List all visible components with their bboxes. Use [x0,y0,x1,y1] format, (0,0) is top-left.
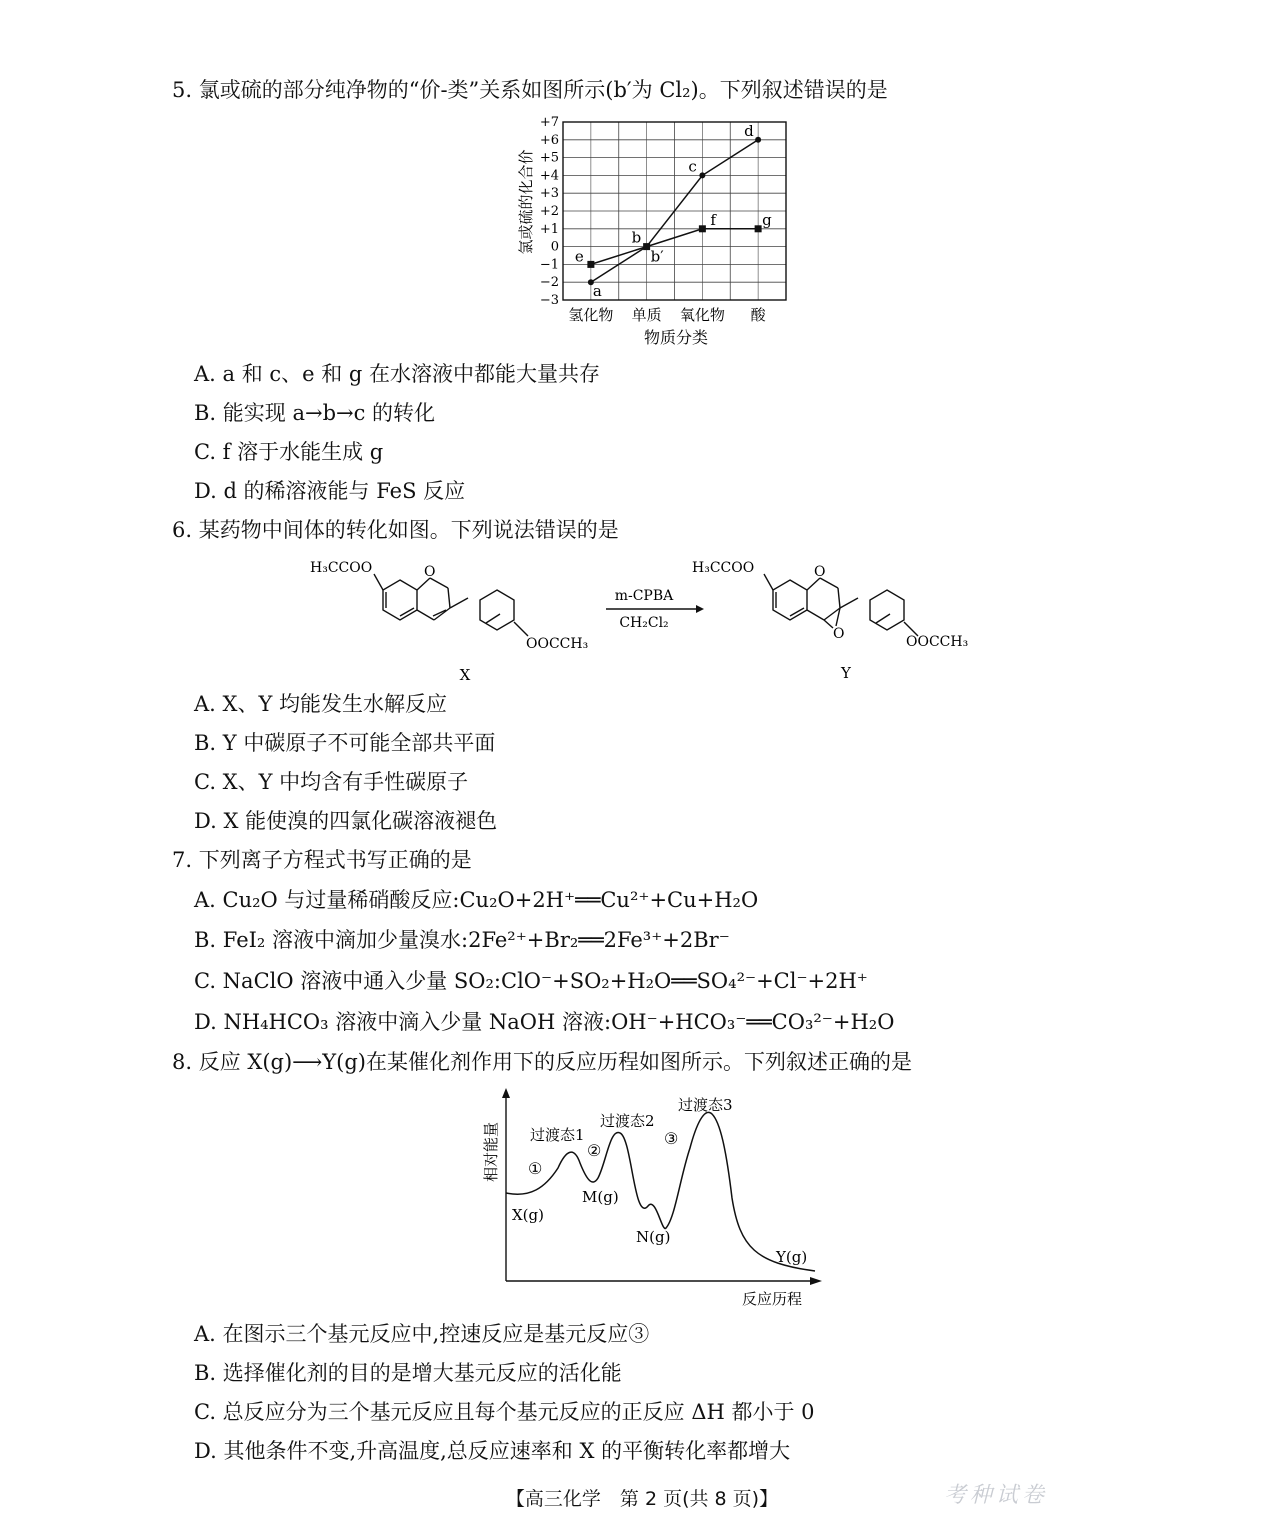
y-tick-label: 0 [550,239,559,255]
x-label: X [459,666,471,684]
step2-label: ② [587,1141,602,1160]
y-tick-label: +1 [539,221,559,237]
q6-option-c: C. X、Y 中均含有手性碳原子 [194,770,469,794]
q8-option-a: A. 在图示三个基元反应中,控速反应是基元反应③ [194,1322,650,1346]
q8-stem: 8. 反应 X(g)⟶Y(g)在某催化剂作用下的反应历程如图所示。下列叙述正确的是 [172,1050,912,1074]
x-ring-oxygen: O [424,564,436,580]
x-tick-label: 单质 [631,306,662,324]
q7-option-d: D. NH₄HCO₃ 溶液中滴入少量 NaOH 溶液:OH⁻+HCO₃⁻══CO₃²⁻+H₂O [194,1010,895,1034]
y-tick-label: +5 [539,150,559,166]
point-label-c: c [688,157,697,176]
x-tick-label: 酸 [750,306,766,324]
q5-option-b: B. 能实现 a→b→c 的转化 [194,401,436,425]
y-substituent-right: OOCCH₃ [906,634,969,650]
point-label-a: a [592,282,602,301]
reaction-arrowhead [696,605,704,613]
ts3-label: 过渡态3 [678,1096,733,1114]
step1-label: ① [528,1159,543,1178]
point-label-e: e [574,247,584,266]
q7-option-b: B. FeI₂ 溶液中滴加少量溴水:2Fe²⁺+Br₂══2Fe³⁺+2Br⁻ [194,928,730,952]
x-tick-label: 氧化物 [679,306,725,324]
q6-option-d: D. X 能使溴的四氯化碳溶液褪色 [194,809,498,833]
reagent-bottom: CH₂Cl₂ [619,615,669,631]
ts1-label: 过渡态1 [530,1126,585,1144]
watermark: 考种试卷 [944,1483,1049,1508]
q5-option-a: A. a 和 c、e 和 g 在水溶液中都能大量共存 [194,362,601,386]
x-substituent-top: H₃CCOO [310,560,373,576]
molecule-x [374,574,528,636]
q8-option-c: C. 总反应分为三个基元反应且每个基元反应的正反应 ΔH 都小于 0 [194,1400,815,1424]
point-marker-f [699,225,706,232]
point-label-g: g [762,210,772,229]
q5-stem: 5. 氯或硫的部分纯净物的“价-类”关系如图所示(b′为 Cl₂)。下列叙述错误的是 [172,78,888,102]
point-marker-g [755,225,762,232]
species-x: X(g) [512,1206,544,1224]
reagent-top: m-CPBA [614,588,674,604]
x-tick-label: 氢化物 [568,306,614,324]
energy-xlabel: 反应历程 [741,1290,803,1308]
y-label: Y [841,664,851,682]
species-m: M(g) [582,1188,619,1206]
point-marker-d [755,137,761,143]
point-marker-b′ [643,243,650,250]
y-substituent-top: H₃CCOO [692,560,755,576]
q8-option-d: D. 其他条件不变,升高温度,总反应速率和 X 的平衡转化率都增大 [194,1439,791,1463]
point-label-f: f [710,210,716,229]
y-ring-oxygen: O [814,564,826,580]
y-epoxide-oxygen: O [833,626,845,642]
y-tick-label: +7 [539,115,559,130]
species-y: Y(g) [776,1248,808,1266]
species-n: N(g) [636,1228,671,1246]
page-footer: 【高三化学 第 2 页(共 8 页)】 [505,1488,779,1510]
ts2-label: 过渡态2 [600,1112,655,1130]
q6-option-a: A. X、Y 均能发生水解反应 [194,692,448,716]
q6-stem: 6. 某药物中间体的转化如图。下列说法错误的是 [172,518,619,542]
q7-option-a: A. Cu₂O 与过量稀硝酸反应:Cu₂O+2H⁺══Cu²⁺+Cu+H₂O [194,888,759,912]
x-substituent-right: OOCCH₃ [526,636,589,652]
valence-class-chart [510,112,800,352]
y-tick-label: −1 [539,257,559,273]
y-tick-label: +2 [539,204,559,219]
energy-profile-diagram [470,1088,830,1310]
y-tick-label: +4 [539,168,559,184]
y-tick-label: −3 [539,293,559,308]
x-tick-labels [568,306,766,324]
step3-label: ③ [664,1129,679,1148]
energy-ylabel: 相对能量 [482,1121,500,1183]
point-marker-c [699,172,705,178]
y-tick-label: +6 [539,132,559,148]
q5-option-c: C. f 溶于水能生成 g [194,440,384,464]
q7-stem: 7. 下列离子方程式书写正确的是 [172,848,472,872]
point-marker-e [587,261,594,268]
point-label-b′: b′ [650,247,664,266]
q8-option-b: B. 选择催化剂的目的是增大基元反应的活化能 [194,1361,622,1385]
q6-option-b: B. Y 中碳原子不可能全部共平面 [194,731,496,755]
y-tick-labels [540,115,559,308]
energy-x-arrowhead [810,1277,822,1285]
q5-option-d: D. d 的稀溶液能与 FeS 反应 [194,479,466,503]
y-tick-label: −2 [539,275,559,291]
q7-option-c: C. NaClO 溶液中通入少量 SO₂:ClO⁻+SO₂+H₂O══SO₄²⁻+Cl⁻+2H⁺ [194,969,868,993]
energy-y-arrowhead [502,1088,510,1098]
y-axis-label: 氯或硫的化合价 [517,149,535,255]
point-label-d: d [744,121,754,140]
y-tick-label: +3 [539,186,559,202]
x-axis-label: 物质分类 [643,328,709,347]
point-label-b: b [631,228,642,247]
reaction-scheme [300,550,990,690]
